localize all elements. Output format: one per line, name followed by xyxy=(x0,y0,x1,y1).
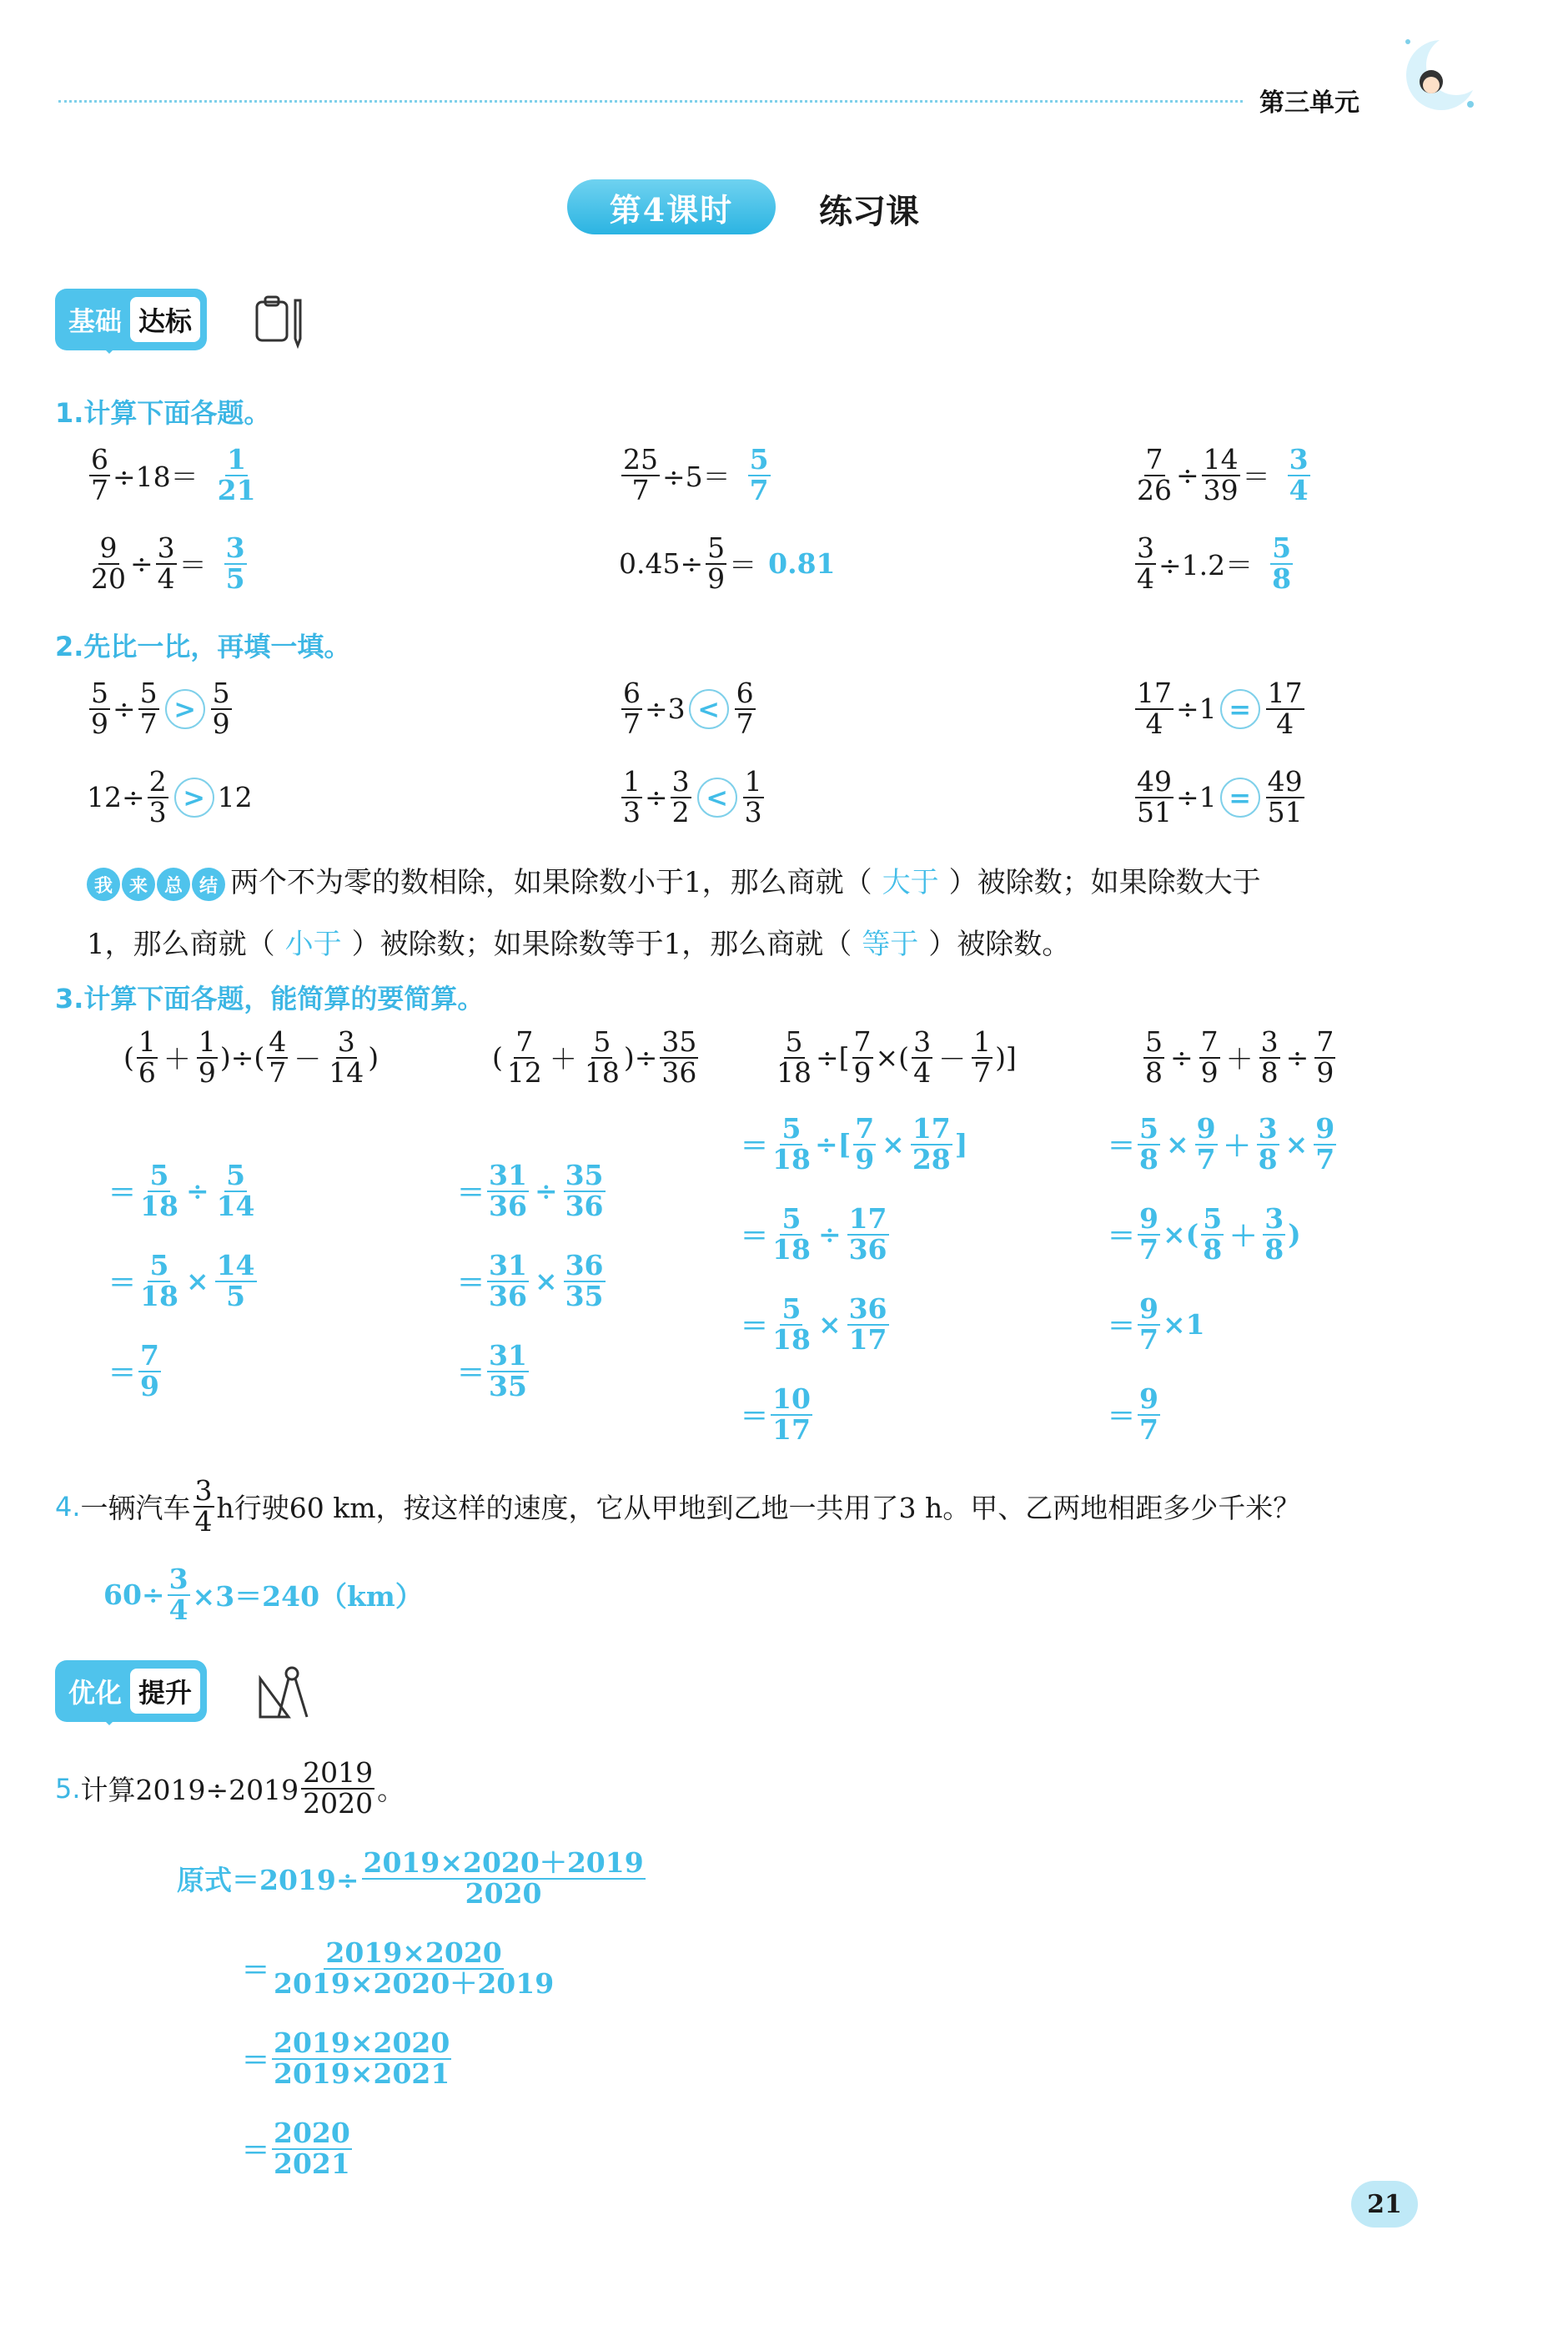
q4-question: 4. 一辆汽车 $\frac{3}{4}$ h行驶60 km，按这样的速度，它从甲地到乙地一共用了3 h。甲、乙两地相距多少千米？ xyxy=(55,1474,1301,1538)
q3-4-step-3: ＝ $\frac{9}{7}$ ×1 xyxy=(1108,1292,1205,1356)
compass-ruler-icon xyxy=(255,1662,315,1725)
section-basic-a: 基础 xyxy=(68,305,123,337)
q3-2-step-3: ＝ $\frac{31}{35}$ xyxy=(457,1339,527,1402)
q2-item-3: $\frac{17}{4}$ ÷1 = $\frac{17}{4}$ xyxy=(1137,677,1303,740)
section-adv-b: 提升 xyxy=(130,1669,200,1714)
q3-4-step-1: ＝ $\frac{5}{8}$ × $\frac{9}{7}$ ＋ $\frac{3}{8}$ × $\frac{9}{7}$ xyxy=(1108,1112,1335,1176)
q1-item-5: 0.45÷ $\frac{5}{9}$ ＝ 0.81 xyxy=(619,531,836,595)
lesson-number-pill: 第4课时 xyxy=(567,179,776,234)
q2-item-4: 12÷ $\frac{2}{3}$ > 12 xyxy=(87,765,253,828)
q5-step-2: ＝ $\frac{2019\times 2020}{2019\times 2020+2019}$ xyxy=(242,1936,555,2000)
header-rule xyxy=(58,100,1243,103)
q1-item-3: $\frac{7}{26}$ ÷ $\frac{14}{39}$ ＝ $\frac{3}{4}$ xyxy=(1137,443,1309,506)
q3-4-step-4: ＝ $\frac{9}{7}$ xyxy=(1108,1382,1158,1446)
compare-symbol: = xyxy=(1220,689,1260,729)
section-basic-tag xyxy=(55,289,207,350)
q2-item-6: $\frac{49}{51}$ ÷1 = $\frac{49}{51}$ xyxy=(1137,765,1303,828)
q3-2-step-2: ＝ $\frac{31}{36}$ × $\frac{36}{35}$ xyxy=(457,1249,604,1312)
q3-4-step-2: ＝ $\frac{9}{7}$ ×( $\frac{5}{8}$ ＋ $\frac{3}{8}$ ) xyxy=(1108,1202,1301,1266)
summary-line-1: 我 来 总 结 两个不为零的数相除，如果除数小于1，那么商就（ 大于 ）被除数；如果除数大于 xyxy=(87,859,1261,901)
q3-1-step-3: ＝ $\frac{7}{9}$ xyxy=(108,1339,159,1402)
q3-3-step-1: ＝ $\frac{5}{18}$ ÷[ $\frac{7}{9}$ × $\frac{17}{28}$ ] xyxy=(741,1112,968,1176)
q3-2-step-1: ＝ $\frac{31}{36}$ ÷ $\frac{35}{36}$ xyxy=(457,1159,604,1222)
q5-step-4: ＝ $\frac{2020}{2021}$ xyxy=(242,2117,350,2180)
summary-line-2: 1，那么商就（ 小于 ）被除数；如果除数等于1，那么商就（ 等于 ）被除数。 xyxy=(87,928,1071,961)
compare-symbol: < xyxy=(689,689,729,729)
page-number: 21 xyxy=(1351,2181,1418,2228)
q3-1-step-1: ＝ $\frac{5}{18}$ ÷ $\frac{5}{14}$ xyxy=(108,1159,255,1222)
q3-heading: 3.计算下面各题，能简算的要简算。 xyxy=(55,983,485,1014)
q3-3-step-2: ＝ $\frac{5}{18}$ ÷ $\frac{17}{36}$ xyxy=(741,1202,887,1266)
q5-question: 5. 计算2019÷2019 $\frac{2019}{2020}$ 。 xyxy=(55,1756,405,1820)
section-advanced-tag xyxy=(55,1660,207,1722)
q5-step-1: 原式＝2019÷ $\frac{2019\times 2020+2019}{2020}$ xyxy=(177,1846,644,1910)
q2-heading: 2.先比一比，再填一填。 xyxy=(55,631,351,662)
compare-symbol: < xyxy=(697,778,737,818)
q2-item-1: $\frac{5}{9}$ ÷ $\frac{5}{7}$ > $\frac{5}{9}$ xyxy=(91,677,230,740)
clipboard-pencil-icon xyxy=(250,292,309,350)
moon-girl-icon xyxy=(1391,25,1483,117)
q1-item-1: $\frac{6}{7}$ ÷18＝ $\frac{1}{21}$ xyxy=(91,443,256,506)
q2-item-5: $\frac{1}{3}$ ÷ $\frac{3}{2}$ < $\frac{1}{3}$ xyxy=(623,765,762,828)
q3-problem-4: $\frac{5}{8}$ ÷ $\frac{7}{9}$ ＋ $\frac{3}{8}$ ÷ $\frac{7}{9}$ xyxy=(1145,1025,1334,1089)
summary-tag: 我 来 总 结 xyxy=(87,868,225,901)
section-adv-a: 优化 xyxy=(68,1677,123,1709)
q1-item-6: $\frac{3}{4}$ ÷1.2＝ $\frac{5}{8}$ xyxy=(1137,531,1292,595)
q5-step-3: ＝ $\frac{2019\times 2020}{2019\times 2021}$ xyxy=(242,2026,450,2090)
q2-item-2: $\frac{6}{7}$ ÷3 < $\frac{6}{7}$ xyxy=(623,677,754,740)
q3-problem-3: $\frac{5}{18}$ ÷[ $\frac{7}{9}$ ×( $\frac{3}{4}$ － $\frac{1}{7}$ )] xyxy=(776,1025,1017,1089)
q4-answer: 60÷ $\frac{3}{4}$ ×3＝240（km） xyxy=(103,1563,423,1626)
q1-heading: 1.计算下面各题。 xyxy=(55,397,271,429)
compare-symbol: > xyxy=(165,689,205,729)
q3-1-step-2: ＝ $\frac{5}{18}$ × $\frac{14}{5}$ xyxy=(108,1249,255,1312)
q3-3-step-4: ＝ $\frac{10}{17}$ xyxy=(741,1382,811,1446)
lesson-title: 练习课 xyxy=(819,193,919,231)
q3-problem-2: ( $\frac{7}{12}$ ＋ $\frac{5}{18}$ )÷ $\frac{35}{36}$ xyxy=(492,1025,697,1089)
q1-item-2: $\frac{25}{7}$ ÷5＝ $\frac{5}{7}$ xyxy=(623,443,769,506)
compare-symbol: > xyxy=(174,778,214,818)
compare-symbol: = xyxy=(1220,778,1260,818)
unit-label: 第三单元 xyxy=(1259,88,1359,118)
q3-3-step-3: ＝ $\frac{5}{18}$ × $\frac{36}{17}$ xyxy=(741,1292,887,1356)
q1-item-4: $\frac{9}{20}$ ÷ $\frac{3}{4}$ ＝ $\frac{3}{5}$ xyxy=(91,531,245,595)
section-basic-b: 达标 xyxy=(130,297,200,342)
q3-problem-1: ( $\frac{1}{6}$ ＋ $\frac{1}{9}$ )÷( $\frac{4}{7}$ － $\frac{3}{14}$ ) xyxy=(123,1025,379,1089)
